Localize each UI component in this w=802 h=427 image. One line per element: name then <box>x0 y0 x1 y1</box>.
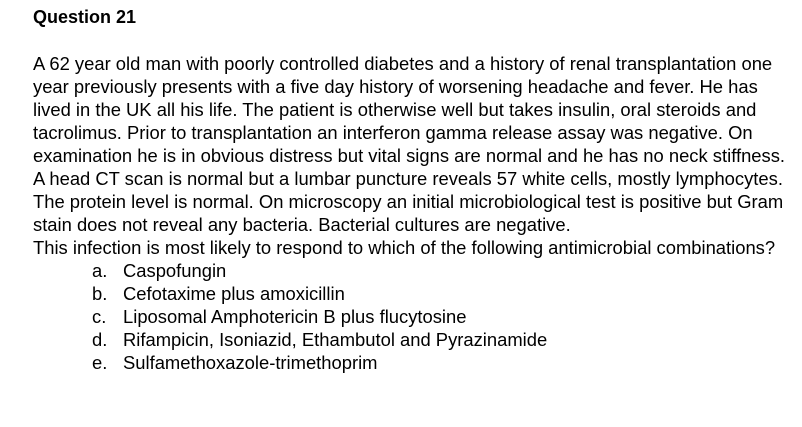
option-letter: b. <box>92 283 108 304</box>
answer-option-c <box>92 305 793 328</box>
option-text: Cefotaxime plus amoxicillin <box>123 283 345 304</box>
option-letter: e. <box>92 352 108 373</box>
option-letter: d. <box>92 329 108 350</box>
question-page <box>33 4 793 374</box>
answer-option-a <box>92 259 793 282</box>
answer-option-e <box>92 351 793 374</box>
option-text: Sulfamethoxazole-trimethoprim <box>123 352 378 373</box>
answer-option-d <box>92 328 793 351</box>
option-letter: c. <box>92 306 107 327</box>
answer-option-b <box>92 282 793 305</box>
answer-options <box>33 259 793 374</box>
question-vignette: A 62 year old man with poorly controlled diabetes and a history of renal transplantation one year previously presents with a five day history of worsening headache and fever. He has lived in the UK all his life. The patient is otherwise well but takes insulin, oral steroids and tacrolimus. Prior to transplantation an interferon gamma release assay was negative. On examination he is in obvious distress but vital signs are normal and he has no neck stiffness. A head CT scan is normal but a lumbar puncture reveals 57 white cells, mostly lymphocytes. The protein level is normal. On microscopy an initial microbiological test is positive but Gram stain does not reveal any bacteria. Bacterial cultures are negative. <box>33 53 786 235</box>
option-letter: a. <box>92 260 108 281</box>
option-text: Liposomal Amphotericin B plus flucytosine <box>123 306 467 327</box>
option-text: Caspofungin <box>123 260 227 281</box>
question-title: Question 21 <box>33 7 137 27</box>
question-stem: This infection is most likely to respond to which of the following antimicrobial combinations? <box>33 237 776 258</box>
option-text: Rifampicin, Isoniazid, Ethambutol and Pyrazinamide <box>123 329 548 350</box>
